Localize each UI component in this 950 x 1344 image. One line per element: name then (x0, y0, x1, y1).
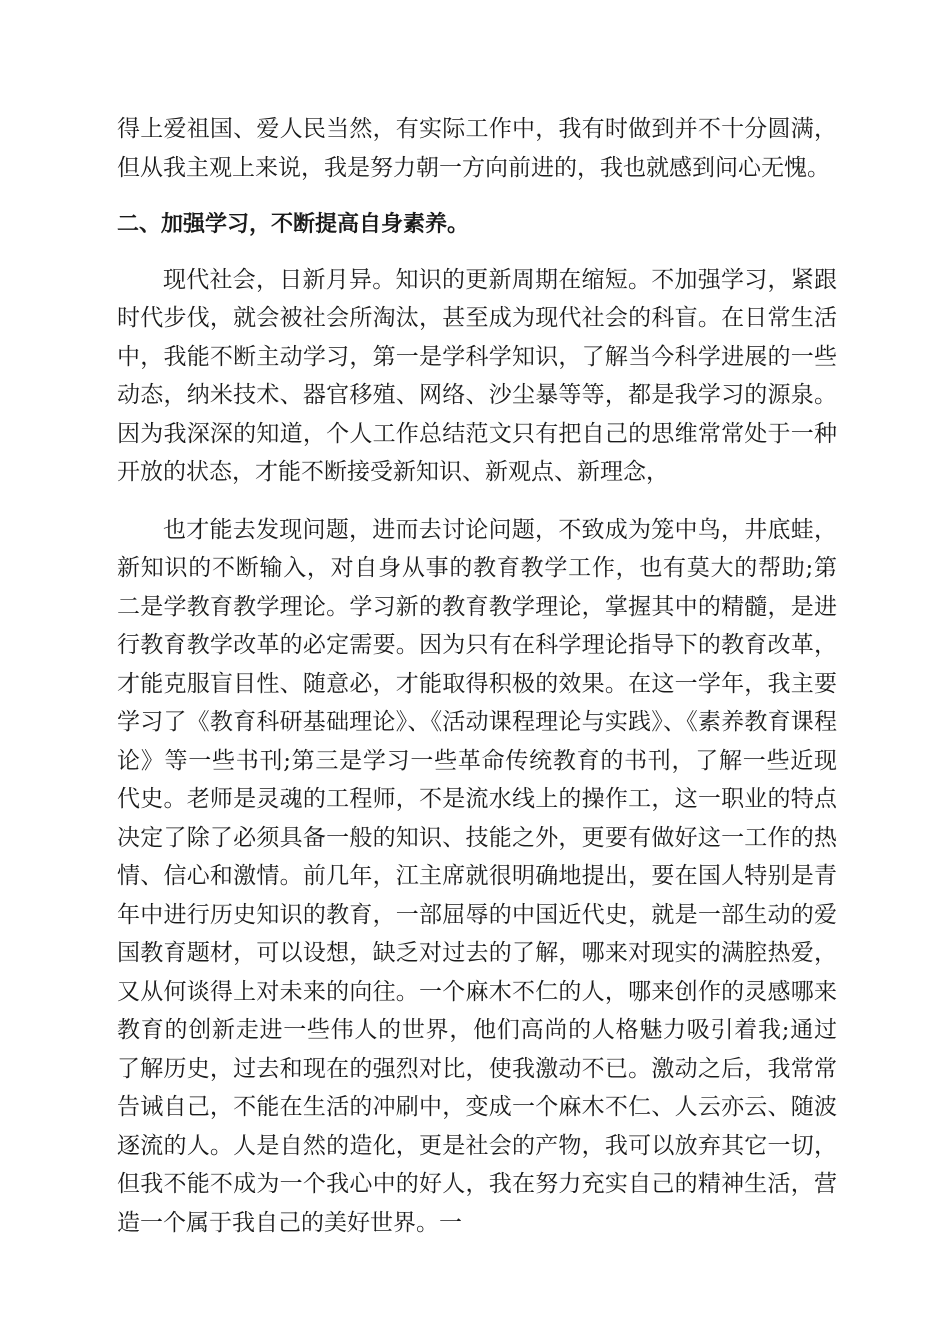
section-heading: 二、加强学习，不断提高自身素养。 (117, 212, 470, 237)
document-body (117, 110, 837, 1242)
paragraph-continued: 得上爱祖国、爱人民当然，有实际工作中，我有时做到并不十分圆满，但从我主观上来说，我是努力朝一方向前进的，我也就感到问心无愧。 (117, 116, 837, 181)
paragraph-learning-theory: 也才能去发现问题，进而去讨论问题，不致成为笼中鸟，井底蛙，新知识的不断输入，对自身从事的教育教学工作，也有莫大的帮助;第二是学教育教学理论。学习新的教育教学理论，掌握其中的精髓，是进行教育教学改革的必定需要。因为只有在科学理论指导下的教育改革，才能克服盲目性、随意必，才能取得积极的效果。在这一学年，我主要学习了《教育科研基础理论》、《活动课程理论与实践》、《素养教育课程论》等一些书刊;第三是学习一些革命传统教育的书刊，了解一些近现代史。老师是灵魂的工程师，不是流水线上的操作工，这一职业的特点决定了除了必须具备一般的知识、技能之外，更要有做好这一工作的热情、信心和激情。前几年，江主席就很明确地提出，要在国人特别是青年中进行历史知识的教育，一部屈辱的中国近代史，就是一部生动的爱国教育题材，可以设想，缺乏对过去的了解，哪来对现实的满腔热爱，又从何谈得上对未来的向往。一个麻木不仁的人，哪来创作的灵感哪来教育的创新走进一些伟人的世界，他们高尚的人格魅力吸引着我;通过了解历史，过去和现在的强烈对比，使我激动不已。激动之后，我常常告诫自己，不能在生活的冲刷中，变成一个麻木不仁、人云亦云、随波逐流的人。人是自然的造化，更是社会的产物，我可以放弃其它一切，但我不能不成为一个我心中的好人，我在努力充实自己的精神生活，营造一个属于我自己的美好世界。一 (117, 516, 837, 1236)
paragraph-modern-society: 现代社会，日新月异。知识的更新周期在缩短。不加强学习，紧跟时代步伐，就会被社会所淘汰，甚至成为现代社会的科盲。在日常生活中，我能不断主动学习，第一是学科学知识，了解当今科学进展的一些动态，纳米技术、器官移殖、网络、沙尘暴等等，都是我学习的源泉。因为我深深的知道，个人工作总结范文只有把自己的思维常常处于一种开放的状态，才能不断接受新知识、新观点、新理念， (117, 266, 837, 485)
